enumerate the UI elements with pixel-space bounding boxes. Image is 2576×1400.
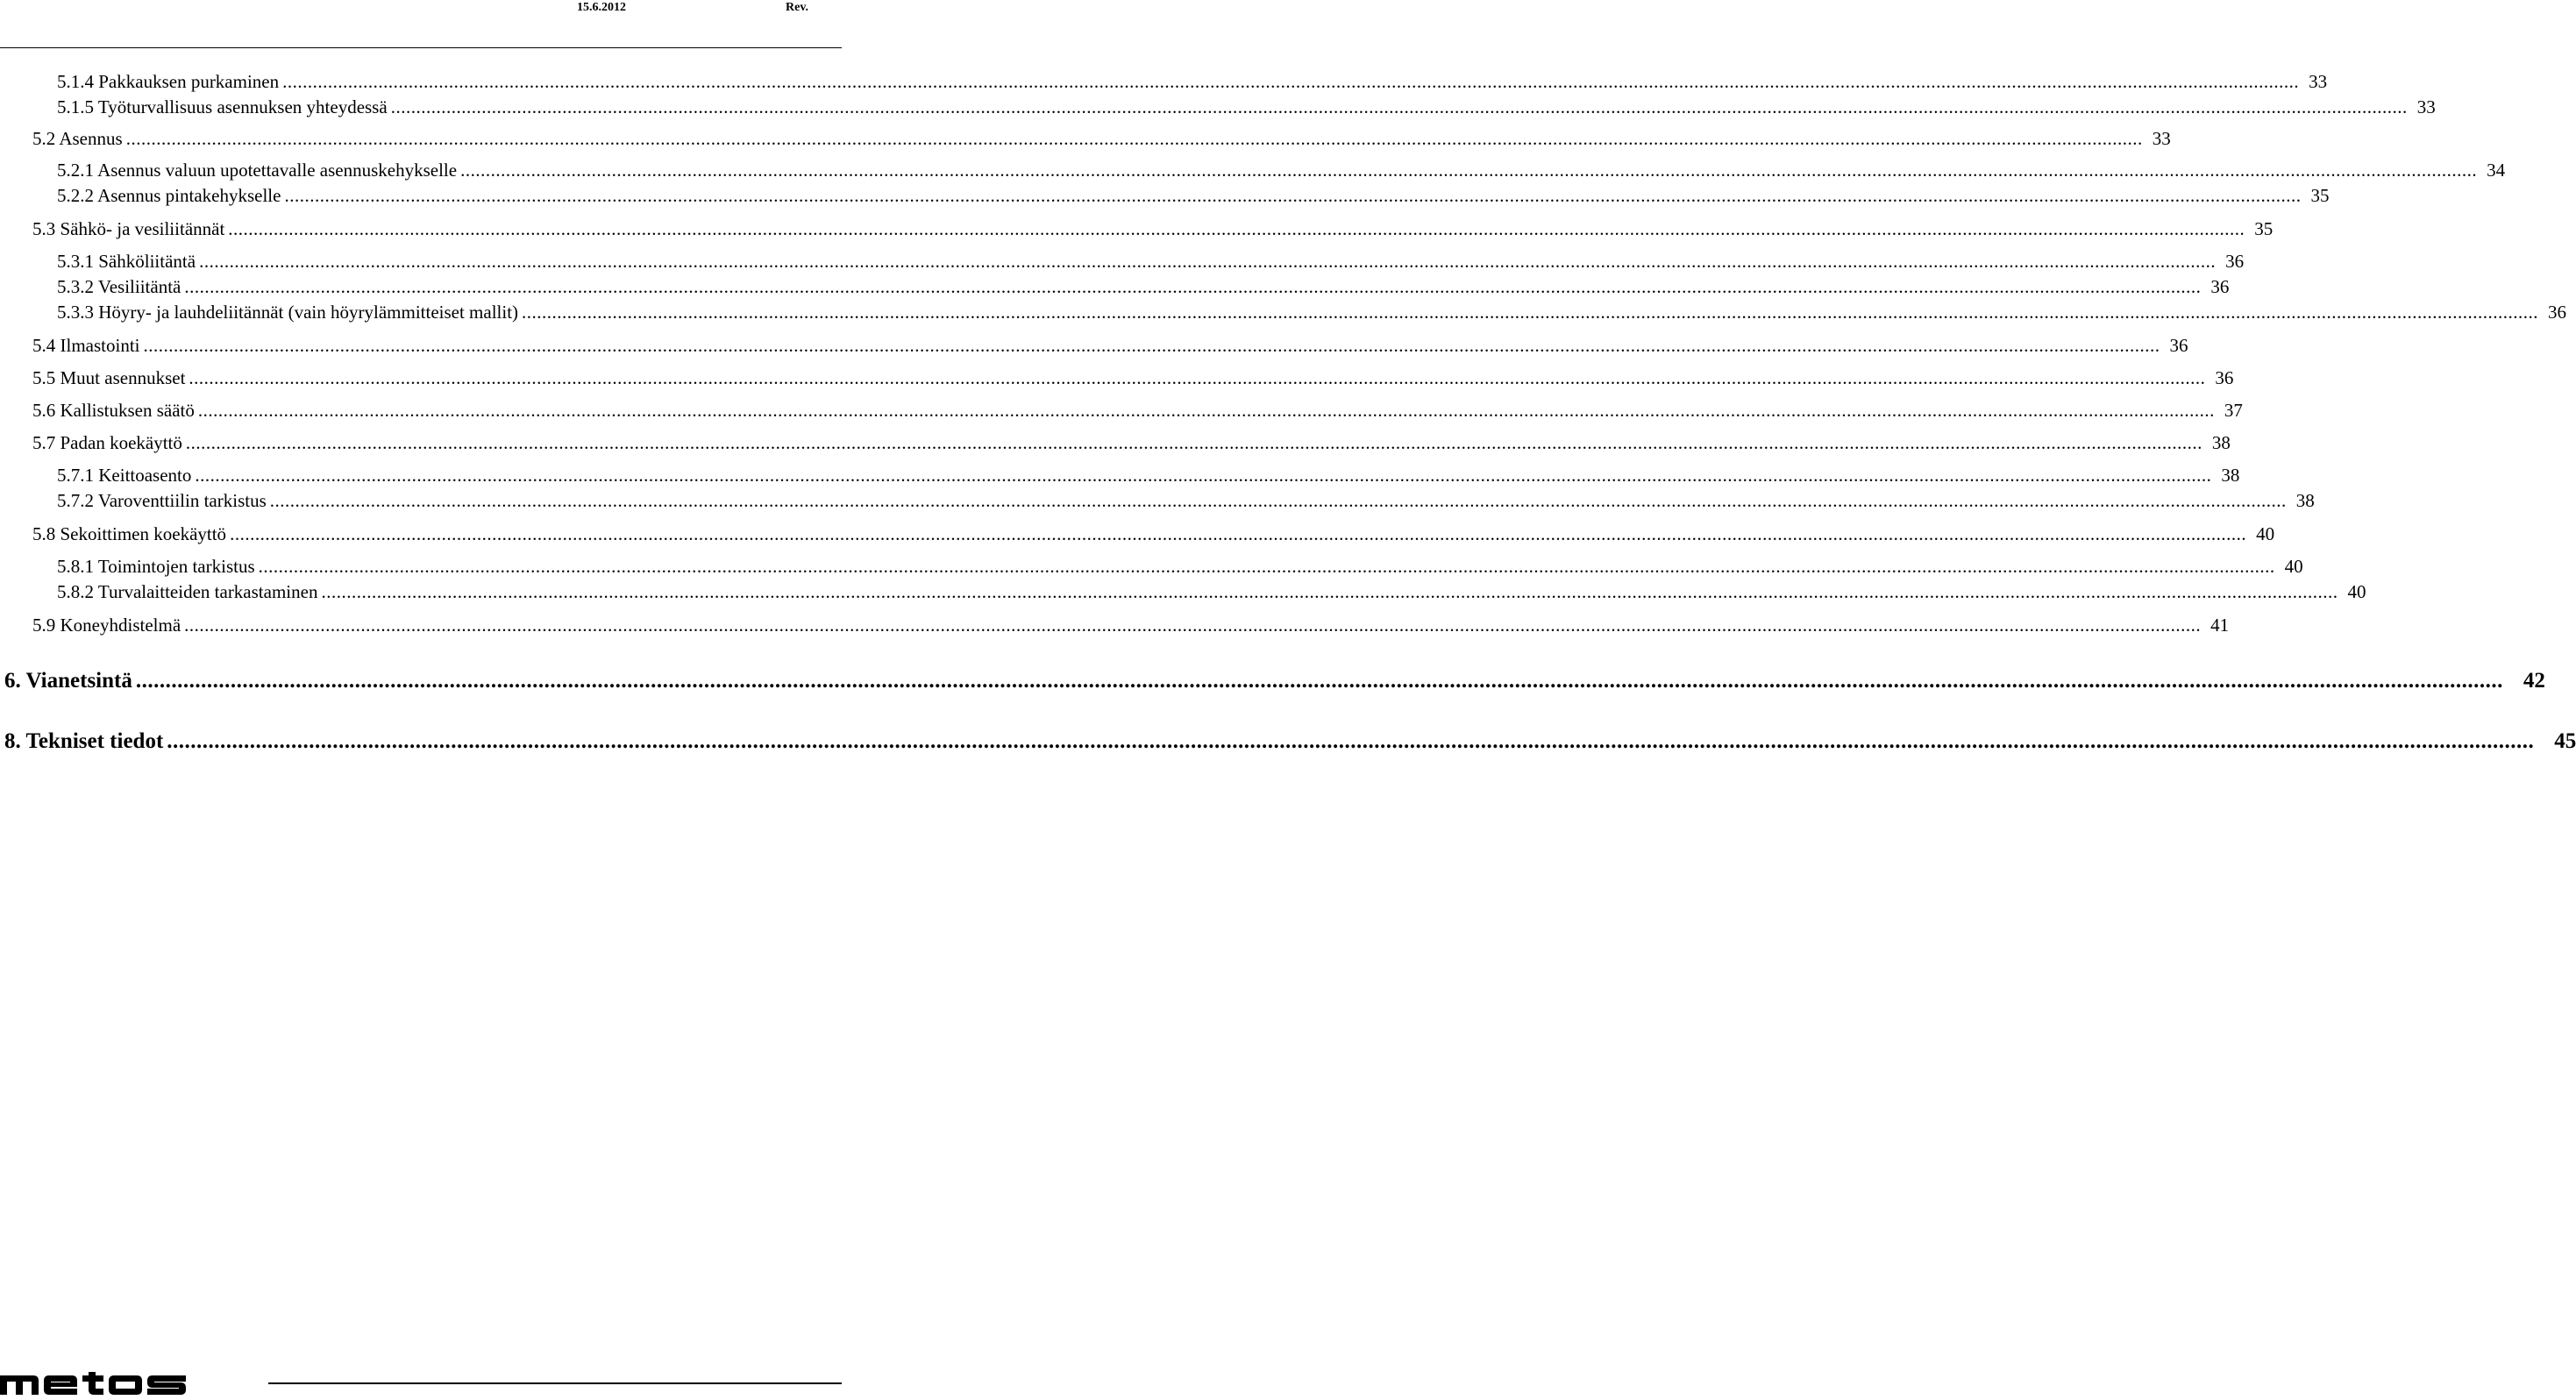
page-header xyxy=(0,0,842,48)
toc-entry-page: 36 xyxy=(2225,251,2245,272)
toc-entry-title: 5.3.1 Sähköliitäntä xyxy=(57,251,196,272)
toc-entry-title: 5.9 Koneyhdistelmä xyxy=(32,615,181,636)
toc-entry-title: 5.2 Asennus xyxy=(32,128,123,149)
toc-entry-title: 5.8.1 Toimintojen tarkistus xyxy=(57,556,255,577)
toc-entry-title: 5.3.2 Vesiliitäntä xyxy=(57,276,181,297)
toc-leader: ................................................................................................................................................................................................................................................................................................................................................................................................................ xyxy=(321,581,2338,602)
toc-entry-title: 5.3 Sähkö- ja vesiliitännät xyxy=(32,218,225,239)
toc-entry-page: 40 xyxy=(2347,581,2366,602)
toc-entry-title: 5.1.4 Pakkauksen purkaminen xyxy=(57,71,280,92)
toc-entry-title: 5.3.3 Höyry- ja lauhdeliitännät (vain höyrylämmitteiset mallit) xyxy=(57,302,519,323)
toc-entry-5-2-2[interactable] xyxy=(57,184,2330,207)
toc-entry-page: 36 xyxy=(2169,335,2188,356)
toc-leader: ................................................................................................................................................................................................................................................................................................................................................................................................................ xyxy=(125,128,2143,149)
toc-entry-5-7-1[interactable] xyxy=(57,464,2240,487)
toc-entry-title: 5.7.1 Keittoasento xyxy=(57,465,192,486)
toc-entry-5-3-3[interactable] xyxy=(57,301,2567,323)
toc-entry-title: 5.8.2 Turvalaitteiden tarkastaminen xyxy=(57,581,318,602)
toc-entry-5-9[interactable] xyxy=(32,614,2230,636)
toc-entry-page: 33 xyxy=(2309,71,2328,92)
toc-entry-5-3-2[interactable] xyxy=(57,275,2230,298)
toc-leader: ................................................................................................................................................................................................................................................................................................................................................................................................................ xyxy=(184,276,2202,297)
toc-entry-page: 45 xyxy=(2554,729,2576,753)
toc-entry-page: 33 xyxy=(2416,96,2436,117)
toc-leader: ................................................................................................................................................................................................................................................................................................................................................................................................................ xyxy=(228,218,2245,239)
toc-leader: ................................................................................................................................................................................................................................................................................................................................................................................................................ xyxy=(184,615,2202,636)
toc-entry-page: 36 xyxy=(2548,302,2567,323)
toc-leader: ................................................................................................................................................................................................................................................................................................................................................................................................................ xyxy=(199,251,2217,272)
toc-entry-5-2[interactable] xyxy=(32,127,2171,150)
toc-entry-page: 35 xyxy=(2254,218,2274,239)
toc-entry-title: 6. Vianetsintä xyxy=(4,669,132,693)
toc-entry-page: 36 xyxy=(2210,276,2230,297)
toc-entry-5-8[interactable] xyxy=(32,522,2275,545)
toc-entry-5-1-5[interactable] xyxy=(57,96,2436,118)
toc-leader: ................................................................................................................................................................................................................................................................................................................................................................................................................ xyxy=(185,432,2202,453)
toc-entry-5-6[interactable] xyxy=(32,399,2243,422)
metos-logo xyxy=(0,1372,189,1395)
toc-entry-5-5[interactable] xyxy=(32,366,2234,389)
toc-entry-title: 5.5 Muut asennukset xyxy=(32,367,186,388)
toc-leader: ................................................................................................................................................................................................................................................................................................................................................................................................................ xyxy=(189,367,2206,388)
toc-entry-page: 38 xyxy=(2221,465,2240,486)
toc-entry-page: 34 xyxy=(2487,160,2506,181)
toc-entry-page: 40 xyxy=(2256,523,2275,544)
toc-leader: ................................................................................................................................................................................................................................................................................................................................................................................................................ xyxy=(390,96,2408,117)
toc-entry-title: 5.4 Ilmastointi xyxy=(32,335,140,356)
toc-entry-5-7-2[interactable] xyxy=(57,489,2315,512)
toc-entry-page: 38 xyxy=(2211,432,2231,453)
toc-entry-title: 5.2.1 Asennus valuun upotettavalle asennuskehykselle xyxy=(57,160,458,181)
header-revision: Rev. xyxy=(786,1,809,14)
toc-entry-5-2-1[interactable] xyxy=(57,159,2506,181)
toc-entry-5-1-4[interactable] xyxy=(57,70,2328,93)
toc-leader: ................................................................................................................................................................................................................................................................................................................................................................................................................ xyxy=(460,160,2478,181)
toc-leader: ................................................................................................................................................................................................................................................................................................................................................................................................................ xyxy=(135,669,2503,693)
toc-entry-5-8-2[interactable] xyxy=(57,580,2366,603)
footer-rule xyxy=(268,1382,842,1384)
toc-entry-8[interactable] xyxy=(4,728,2576,755)
toc-entry-page: 33 xyxy=(2152,128,2171,149)
toc-leader: ................................................................................................................................................................................................................................................................................................................................................................................................................ xyxy=(269,490,2287,511)
toc-leader: ................................................................................................................................................................................................................................................................................................................................................................................................................ xyxy=(522,302,2539,323)
toc-leader: ................................................................................................................................................................................................................................................................................................................................................................................................................ xyxy=(230,523,2247,544)
toc-entry-5-7[interactable] xyxy=(32,431,2231,454)
toc-leader: ................................................................................................................................................................................................................................................................................................................................................................................................................ xyxy=(195,465,2212,486)
toc-entry-title: 8. Tekniset tiedot xyxy=(4,729,164,753)
toc-leader: ................................................................................................................................................................................................................................................................................................................................................................................................................ xyxy=(197,400,2215,421)
toc-entry-title: 5.7 Padan koekäyttö xyxy=(32,432,182,453)
toc-entry-title: 5.2.2 Asennus pintakehykselle xyxy=(57,185,281,206)
header-date: 15.6.2012 xyxy=(577,1,626,14)
toc-entry-title: 5.1.5 Työturvallisuus asennuksen yhteydessä xyxy=(57,96,388,117)
toc-entry-5-8-1[interactable] xyxy=(57,555,2303,578)
toc-leader: ................................................................................................................................................................................................................................................................................................................................................................................................................ xyxy=(143,335,2160,356)
toc-entry-page: 40 xyxy=(2284,556,2303,577)
toc-entry-page: 36 xyxy=(2215,367,2234,388)
toc-leader: ................................................................................................................................................................................................................................................................................................................................................................................................................ xyxy=(258,556,2275,577)
toc-entry-5-4[interactable] xyxy=(32,334,2188,357)
toc-leader: ................................................................................................................................................................................................................................................................................................................................................................................................................ xyxy=(167,729,2535,753)
toc-entry-5-3[interactable] xyxy=(32,217,2274,240)
toc-entry-6[interactable] xyxy=(4,668,2545,694)
toc-leader: ................................................................................................................................................................................................................................................................................................................................................................................................................ xyxy=(282,71,2300,92)
toc-entry-page: 35 xyxy=(2310,185,2330,206)
toc-leader: ................................................................................................................................................................................................................................................................................................................................................................................................................ xyxy=(284,185,2302,206)
toc-entry-page: 41 xyxy=(2210,615,2230,636)
toc-entry-5-3-1[interactable] xyxy=(57,250,2245,273)
toc-entry-page: 38 xyxy=(2295,490,2315,511)
toc-entry-title: 5.8 Sekoittimen koekäyttö xyxy=(32,523,227,544)
toc-entry-title: 5.6 Kallistuksen säätö xyxy=(32,400,195,421)
toc-entry-title: 5.7.2 Varoventtiilin tarkistus xyxy=(57,490,267,511)
toc-entry-page: 37 xyxy=(2224,400,2243,421)
page-footer xyxy=(0,1363,842,1400)
toc-entry-page: 42 xyxy=(2523,669,2545,693)
